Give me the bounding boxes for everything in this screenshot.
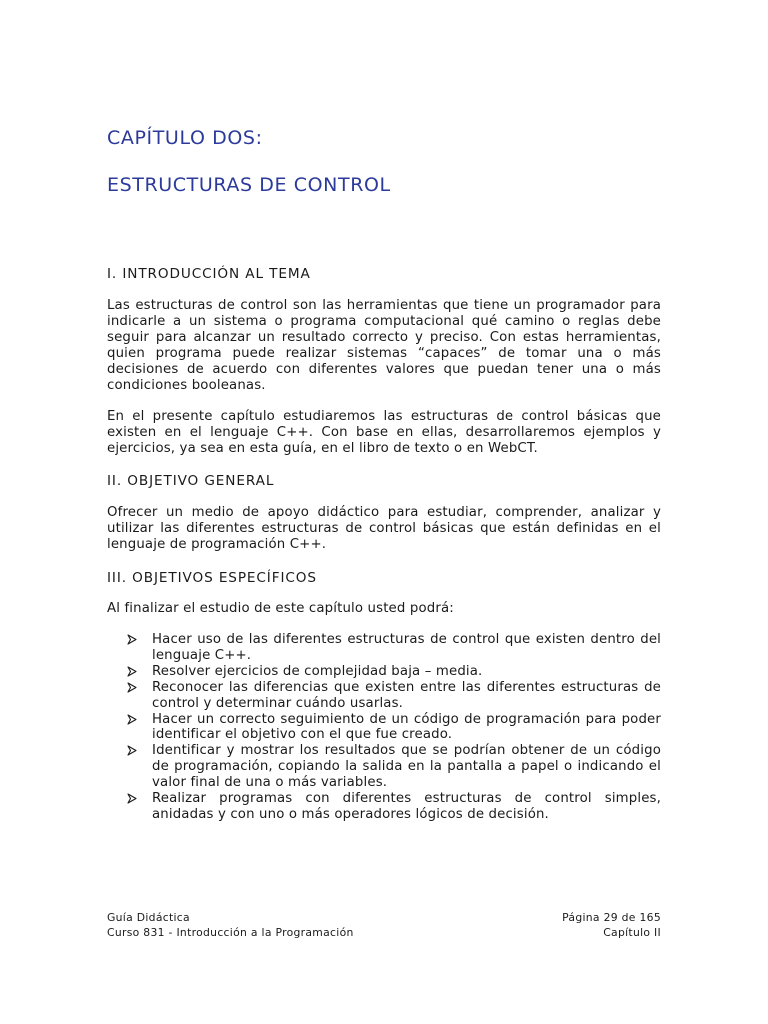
arrowhead-bullet-icon — [127, 793, 137, 804]
list-item-text: Reconocer las diferencias que existen entre las diferentes estructuras de control y determinar cuándo usarlas. — [152, 679, 661, 711]
footer-right — [562, 911, 661, 940]
list-item — [127, 791, 661, 823]
arrowhead-bullet-icon — [127, 666, 137, 677]
list-item — [127, 664, 661, 680]
list-item — [127, 743, 661, 791]
list-item — [127, 680, 661, 712]
list-item-text: Hacer uso de las diferentes estructuras de control que existen dentro del lenguaje C++. — [152, 632, 661, 663]
list-item-text: Hacer un correcto seguimiento de un código de programación para poder identificar el objetivo con el que fue creado. — [152, 711, 661, 743]
specific-objectives-intro: Al finalizar el estudio de este capítulo usted podrá: — [107, 601, 454, 616]
list-item — [127, 632, 661, 664]
section-heading-intro: I. INTRODUCCIÓN AL TEMA — [107, 266, 311, 282]
footer-left — [107, 911, 354, 940]
objectives-list — [127, 632, 661, 823]
footer-page-number: Página 29 de 165 — [562, 911, 661, 924]
arrowhead-bullet-icon — [127, 714, 137, 725]
footer-chapter-label: Capítulo II — [603, 925, 661, 939]
arrowhead-bullet-icon — [127, 682, 137, 693]
section-heading-general-objective: II. OBJETIVO GENERAL — [107, 473, 275, 489]
chapter-title: ESTRUCTURAS DE CONTROL — [107, 174, 391, 196]
arrowhead-bullet-icon — [127, 745, 137, 756]
section-heading-specific-objectives: III. OBJETIVOS ESPECÍFICOS — [107, 570, 317, 586]
intro-paragraph-2: En el presente capítulo estudiaremos las estructuras de control básicas que existen en el lenguaje C++. Con base en ellas, desarrollaremos ejemplos y ejercicios, ya sea en esta guía, en el libro de texto o en WebCT. — [107, 409, 661, 456]
list-item-text: Resolver ejercicios de complejidad baja – media. — [152, 663, 483, 679]
document-page — [107, 0, 661, 1024]
general-objective-paragraph: Ofrecer un medio de apoyo didáctico para estudiar, comprender, analizar y utilizar las diferentes estructuras de control básicas que están definidas en el lenguaje de programación C++. — [107, 505, 661, 552]
footer-course-label: Curso 831 - Introducción a la Programación — [107, 925, 354, 939]
chapter-label: CAPÍTULO DOS: — [107, 127, 263, 149]
list-item — [127, 712, 661, 744]
intro-paragraph-1: Las estructuras de control son las herramientas que tiene un programador para indicarle a un sistema o programa computacional qué camino o reglas debe seguir para alcanzar un resultado correcto y preciso. Con estas herramientas, quien programa puede realizar sistemas “capaces” de tomar una o más decisiones de acuerdo con diferentes valores que puedan tener una o más condiciones booleanas. — [107, 298, 661, 393]
arrowhead-bullet-icon — [127, 634, 137, 645]
footer-guide-label: Guía Didáctica — [107, 911, 190, 924]
list-item-text: Realizar programas con diferentes estructuras de control simples, anidadas y con uno o más operadores lógicos de decisión. — [152, 791, 661, 822]
list-item-text: Identificar y mostrar los resultados que se podrían obtener de un código de programación, copiando la salida en la pantalla a papel o indicando el valor final de una o más variables. — [152, 743, 661, 791]
